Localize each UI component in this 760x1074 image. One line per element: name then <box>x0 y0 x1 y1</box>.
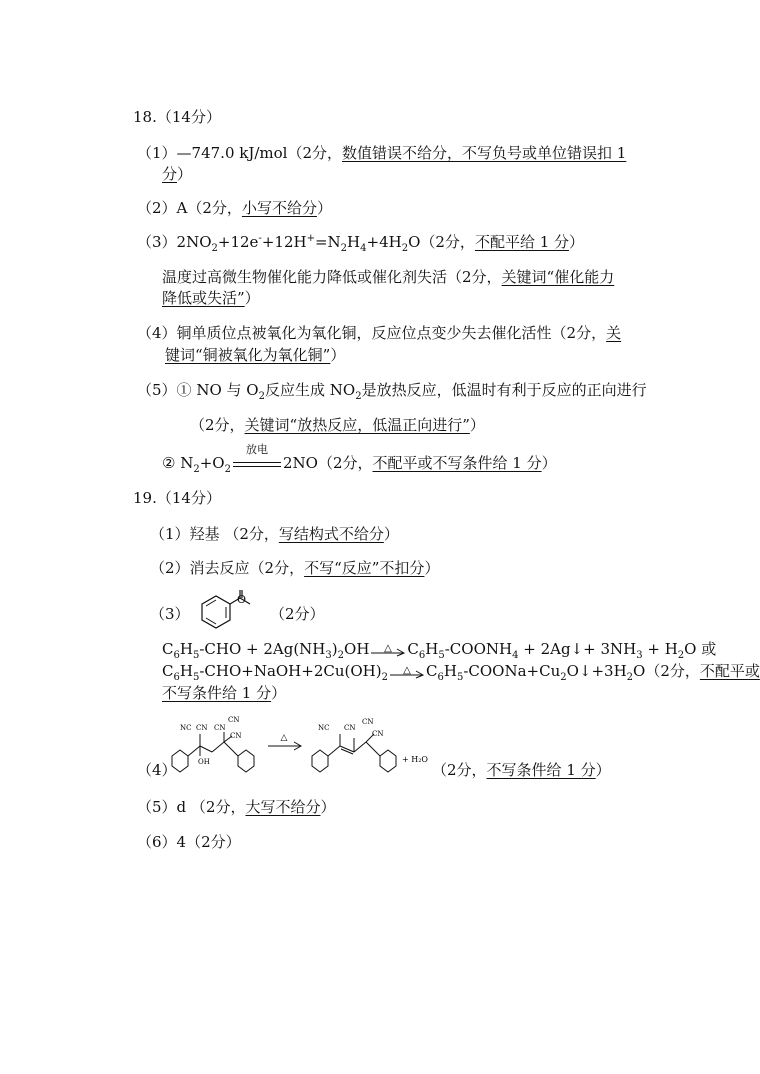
q19-part5 <box>137 797 336 817</box>
svg-text:NC: NC <box>318 724 330 732</box>
q19-part3-score: （2分） <box>270 605 325 623</box>
part-number: （2） <box>137 199 177 217</box>
subscript: 5 <box>456 672 464 683</box>
q18-part3-line2 <box>162 267 614 287</box>
q18-part4 <box>137 323 621 343</box>
svg-text:NC: NC <box>180 724 192 732</box>
q18-part4-cont <box>165 345 345 365</box>
svg-text:CN: CN <box>196 724 208 732</box>
formula: C <box>425 662 438 680</box>
svg-text:+ H₂O: + H₂O <box>402 755 428 764</box>
superscript: + <box>306 233 315 244</box>
formula: O（2分， <box>633 662 700 680</box>
paren-close: ） <box>271 684 287 702</box>
grading-note: 小写不给分 <box>241 199 317 217</box>
q19-part6 <box>137 832 241 852</box>
svg-text:CN: CN <box>362 718 374 726</box>
q18-part5-line1 <box>137 380 647 400</box>
grading-note: 降低或失活” <box>162 289 245 307</box>
formula: N <box>180 454 194 472</box>
product-structure <box>312 718 428 772</box>
subscript: 2 <box>560 672 567 683</box>
subscript: 3 <box>636 650 643 661</box>
formula: =N <box>314 233 341 251</box>
subscript: 5 <box>192 650 200 661</box>
q18-part3-equation <box>137 232 584 252</box>
answer-text: 是放热反应，低温时有利于反应的正向进行 <box>361 381 647 399</box>
grading-note: 关键词“放热反应，低温正向进行” <box>244 416 470 434</box>
paren-close: ） <box>541 454 557 472</box>
formula: 2NO <box>176 233 212 251</box>
subscript: 5 <box>192 672 200 683</box>
svg-text:CN: CN <box>228 716 240 724</box>
q19-part4-num: （4） <box>137 761 177 779</box>
q18-part5-line3 <box>162 443 557 475</box>
formula: C <box>162 662 174 680</box>
q18-heading: 18.（14分） <box>133 108 221 126</box>
q19-part3-eq2 <box>162 661 760 681</box>
grading-note: 不写条件给 1 分 <box>162 684 272 702</box>
q18-part5-line2 <box>190 415 485 435</box>
part-number: （3） <box>137 233 177 251</box>
subscript: 6 <box>173 650 180 661</box>
formula: H <box>179 662 193 680</box>
grading-note: 不写“反应”不扣分 <box>304 559 425 577</box>
subscript: 2 <box>337 650 345 661</box>
superscript: - <box>258 233 262 244</box>
svg-text:CN: CN <box>230 732 242 740</box>
q19-part2 <box>150 558 439 578</box>
grading-note: 关 <box>606 324 622 342</box>
formula: H <box>443 662 457 680</box>
circle-two: ② <box>162 454 176 472</box>
subscript: 2 <box>340 243 348 254</box>
svg-text:CN: CN <box>344 724 356 732</box>
subscript: 2 <box>626 672 634 683</box>
subscript: 2 <box>193 464 200 475</box>
subscript: 5 <box>438 650 445 661</box>
reactant-structure <box>172 716 254 772</box>
subscript: 2 <box>355 391 362 402</box>
formula: -CHO + 2Ag(NH <box>199 640 326 658</box>
formula: C <box>162 640 174 658</box>
subscript: 2 <box>224 464 231 475</box>
paren-close: ） <box>177 165 193 183</box>
subscript: 6 <box>437 672 444 683</box>
subscript: 6 <box>173 672 180 683</box>
subscript: 6 <box>418 650 426 661</box>
part-number: （5） <box>137 381 177 399</box>
paren-close: ） <box>316 199 332 217</box>
subscript: 2 <box>401 243 409 254</box>
answer-text: 温度过高微生物催化能力降低或催化剂失活（2分， <box>162 268 502 286</box>
grading-note: 不配平或不写条件给 1 分 <box>372 454 542 472</box>
formula: -COONH <box>444 640 513 658</box>
answer-text: 反应生成 NO <box>264 381 356 399</box>
q18-part3-line3 <box>162 288 260 308</box>
formula: +O <box>199 454 225 472</box>
formula: +12H <box>261 233 307 251</box>
subscript: 2 <box>381 672 388 683</box>
svg-text:OH: OH <box>198 758 210 766</box>
q18-part2 <box>137 198 332 218</box>
subscript: 4 <box>512 650 519 661</box>
svg-text:△: △ <box>280 733 288 743</box>
q18-part1-cont <box>162 164 192 184</box>
formula: H <box>425 640 439 658</box>
subscript: 2 <box>677 650 685 661</box>
answer-text: d （2分， <box>176 798 246 816</box>
part-number: （6） <box>137 833 177 851</box>
condition-label: 放电 <box>245 443 268 456</box>
subscript: 2 <box>211 243 218 254</box>
q19-heading: 19.（14分） <box>133 489 221 507</box>
formula: 2NO（2分， <box>282 454 373 472</box>
part-number: （5） <box>137 798 177 816</box>
answer-text: 铜单质位点被氧化为氧化铜，反应位点变少失去催化活性（2分， <box>176 324 607 342</box>
answer-text: —747.0 kJ/mol（2分， <box>176 144 343 162</box>
grading-note: 不配平给 1 分 <box>474 233 570 251</box>
grading-note: 键词“铜被氧化为氧化铜” <box>165 346 331 364</box>
part-number: （1） <box>150 525 190 543</box>
answer-text: A（2分， <box>176 199 242 217</box>
paren-close: ） <box>424 559 440 577</box>
answer-text: （2分， <box>190 416 245 434</box>
formula: + H <box>642 640 678 658</box>
q19-part4-note <box>432 760 611 780</box>
heat-arrow <box>388 665 426 679</box>
grading-note: 分 <box>162 165 178 183</box>
answer-text: 消去反应（2分， <box>189 559 305 577</box>
carbonyl-o-label: O <box>237 593 247 606</box>
q19-part1 <box>150 524 399 544</box>
q19-part3-eq1 <box>162 639 716 659</box>
grading-note: 大写不给分 <box>245 798 321 816</box>
formula: O 或 <box>684 640 717 658</box>
paren-close: ） <box>320 798 336 816</box>
paren-close: ） <box>469 416 485 434</box>
answer-text: 羟基 （2分， <box>189 525 279 543</box>
grading-note: 数值错误不给分，不写负号或单位错误扣 1 <box>342 144 627 162</box>
subscript: 4 <box>360 243 367 254</box>
grading-note: 不配平或 <box>699 662 760 680</box>
formula: O（2分， <box>408 233 475 251</box>
formula: -CHO+NaOH+2Cu(OH) <box>199 662 382 680</box>
subscript: 2 <box>258 391 265 402</box>
q18-part1 <box>137 143 626 163</box>
formula: C <box>407 640 419 658</box>
formula: -COONa+Cu <box>463 662 561 680</box>
grading-note: 关键词“催化能力 <box>501 268 615 286</box>
grading-note: 不写条件给 1 分 <box>486 761 596 779</box>
svg-text:△: △ <box>384 643 393 654</box>
heat-arrow <box>268 733 301 750</box>
part-number: （2） <box>150 559 190 577</box>
discharge-condition-equals <box>231 443 283 471</box>
paren-close: ） <box>569 233 585 251</box>
formula: H <box>347 233 361 251</box>
answer-text: 4（2分） <box>176 833 241 851</box>
formula: + 2Ag↓+ 3NH <box>518 640 637 658</box>
svg-text:CN: CN <box>214 724 226 732</box>
paren-close: ） <box>595 761 611 779</box>
svg-text:△: △ <box>403 665 411 676</box>
part-number: （4） <box>137 324 177 342</box>
dehydration-reaction-scheme <box>168 712 430 780</box>
formula: ) <box>331 640 338 658</box>
formula: +4H <box>366 233 402 251</box>
paren-close: ） <box>330 346 346 364</box>
paren-close: ） <box>383 525 399 543</box>
answer-text: （2分， <box>432 761 487 779</box>
circle-one: ① <box>176 381 192 399</box>
q19-part3-num: （3） <box>150 605 190 623</box>
svg-text:CN: CN <box>372 730 384 738</box>
answer-text: NO 与 O <box>196 381 259 399</box>
formula: OH <box>344 640 370 658</box>
formula: H <box>179 640 193 658</box>
grading-note: 写结构式不给分 <box>278 525 384 543</box>
subscript: 3 <box>325 650 332 661</box>
formula: O↓+3H <box>566 662 627 680</box>
heat-arrow <box>369 643 407 657</box>
formula: +12e <box>217 233 259 251</box>
q19-part3-eq2-cont <box>162 683 286 703</box>
paren-close: ） <box>244 289 260 307</box>
part-number: （1） <box>137 144 177 162</box>
